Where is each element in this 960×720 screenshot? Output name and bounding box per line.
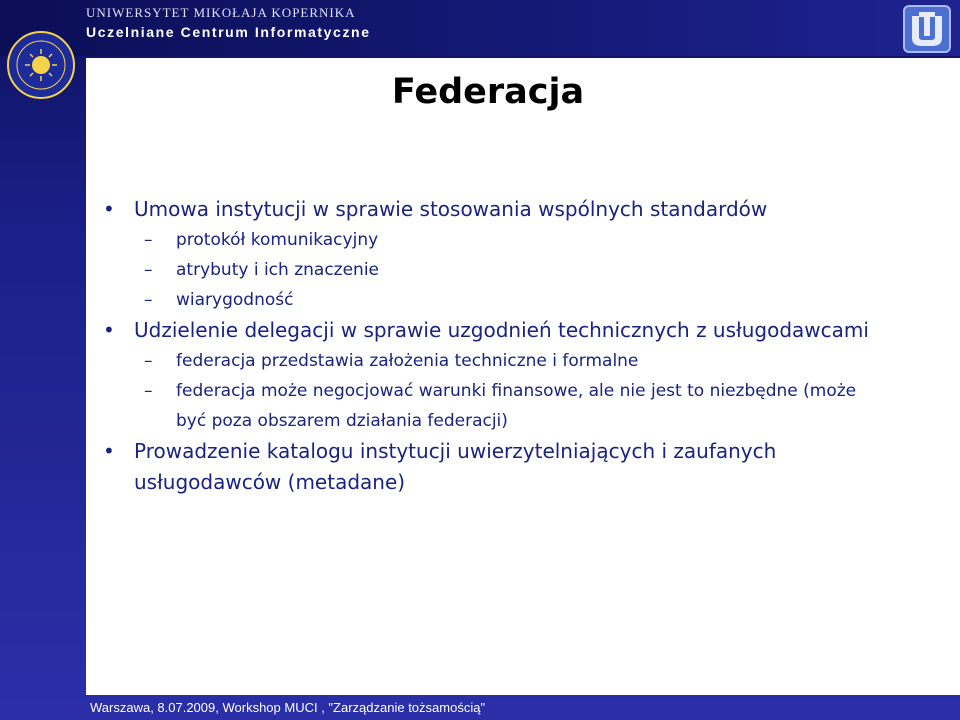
sub-bullet-item xyxy=(86,346,960,376)
bullet-item xyxy=(86,315,960,346)
sub-bullet-item xyxy=(86,255,960,285)
sub-bullet-text: wiarygodność xyxy=(176,290,294,310)
slide-content xyxy=(86,58,960,695)
dash-icon: – xyxy=(144,260,153,280)
bullet-text: Udzielenie delegacji w sprawie uzgodnień technicznych z usługodawcami xyxy=(134,318,869,342)
sub-bullet-item xyxy=(86,285,960,315)
bullet-item xyxy=(86,194,960,225)
footer-text: Warszawa, 8.07.2009, Workshop MUCI , "Zarządzanie tożsamością" xyxy=(90,700,486,715)
university-seal-icon xyxy=(6,30,76,100)
dash-icon: – xyxy=(144,381,153,401)
bullet-icon: • xyxy=(103,197,115,221)
sub-bullet-text: federacja może negocjować warunki finansowe, ale nie jest to niezbędne (może być poza obszarem działania federacji) xyxy=(176,381,857,431)
sub-bullet-text: atrybuty i ich znaczenie xyxy=(176,260,380,280)
dash-icon: – xyxy=(144,230,153,250)
bullet-icon: • xyxy=(103,318,115,342)
sub-bullet-item xyxy=(86,225,960,255)
university-name: UNIWERSYTET MIKOŁAJA KOPERNIKA xyxy=(86,5,356,20)
dash-icon: – xyxy=(144,290,153,310)
centre-name: Uczelniane Centrum Informatyczne xyxy=(86,24,371,40)
sub-bullet-item xyxy=(86,376,960,436)
dash-icon: – xyxy=(144,351,153,371)
sub-bullet-text: protokół komunikacyjny xyxy=(176,230,379,250)
header-bar xyxy=(0,0,960,56)
ucl-logo-icon xyxy=(902,4,952,54)
bullet-icon: • xyxy=(103,439,115,463)
slide-title: Federacja xyxy=(391,72,585,112)
bullet-text: Prowadzenie katalogu instytucji uwierzytelniających i zaufanych usługodawców (metadane) xyxy=(134,439,777,494)
bullet-text: Umowa instytucji w sprawie stosowania wspólnych standardów xyxy=(134,197,768,221)
bullet-list xyxy=(86,194,960,498)
bullet-item xyxy=(86,436,960,498)
sub-bullet-text: federacja przedstawia założenia techniczne i formalne xyxy=(176,351,639,371)
